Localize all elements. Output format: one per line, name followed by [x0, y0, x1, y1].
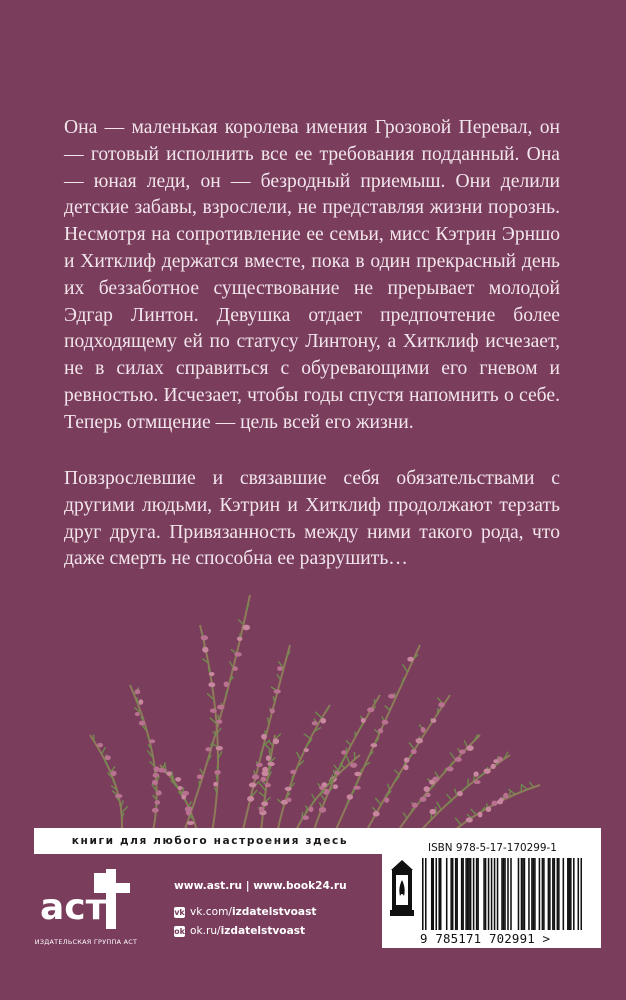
heather-leaf	[93, 734, 94, 741]
heather-flower	[312, 721, 318, 725]
heather-flower	[304, 748, 309, 752]
heather-flower	[321, 782, 327, 787]
heather-flower	[403, 765, 408, 771]
lantern-icon	[389, 858, 415, 918]
heather-flower	[499, 797, 504, 801]
heather-stem	[390, 735, 480, 843]
heather-flower	[202, 647, 208, 653]
heather-flower	[347, 794, 353, 800]
heather-flower	[156, 790, 162, 795]
heather-flower	[105, 755, 111, 760]
barcode-digits: 9 785171 702991 >	[420, 931, 551, 946]
heather-flower	[424, 786, 430, 792]
heather-leaf	[471, 809, 477, 815]
barcode-bar	[504, 858, 506, 930]
heather-flower	[197, 774, 203, 779]
heather-flower	[354, 772, 361, 777]
heather-leaf	[437, 708, 438, 714]
heather-flower	[237, 637, 243, 641]
heather-leaf	[403, 664, 408, 672]
heather-flower	[266, 755, 271, 761]
heather-leaf	[312, 794, 315, 800]
heather-leaf	[121, 806, 127, 812]
heather-flower	[432, 776, 439, 781]
blurb-paragraph-2: Повзрослевшие и связавшие себя обязательствами с другими людьми, Кэтрин и Хитклиф продолжают терзать друг друга. Привязанность между ними такого рода, что даже смерть не способна ее разрушить…	[64, 468, 560, 570]
heather-flower	[466, 745, 473, 751]
heather-flower	[290, 770, 296, 774]
heather-flower	[205, 747, 211, 751]
social-link-vk[interactable]	[174, 906, 316, 918]
heather-flower	[486, 806, 491, 812]
barcode-bar	[425, 858, 427, 930]
barcode-bar	[507, 858, 509, 930]
heather-flower	[404, 757, 410, 762]
barcode-bar	[488, 858, 490, 930]
barcode-bar	[528, 858, 530, 930]
heather-flower	[214, 770, 220, 775]
barcode-bar	[534, 858, 536, 930]
heather-leaf	[320, 794, 325, 801]
heather-flower	[416, 738, 423, 743]
heather-flower	[260, 777, 266, 782]
heather-flower	[459, 749, 466, 754]
heather-flower	[277, 666, 283, 671]
barcode-bar	[462, 858, 464, 930]
barcode-bar	[510, 858, 512, 930]
heather-flower	[373, 811, 380, 817]
barcode-bar	[522, 858, 524, 930]
heather-flower	[378, 728, 383, 733]
heather-flower	[216, 720, 222, 724]
barcode-bar	[570, 858, 572, 930]
heather-leaf	[375, 798, 381, 805]
barcode-bar	[543, 858, 545, 930]
barcode-bar	[552, 858, 554, 930]
heather-flower	[388, 694, 395, 699]
heather-flower	[139, 721, 146, 726]
barcode-bar	[446, 858, 448, 930]
heather-flower	[457, 791, 463, 796]
heather-flower	[201, 635, 208, 640]
heather-flower	[350, 762, 357, 767]
heather-flower	[115, 794, 122, 798]
ok-icon: ok	[174, 926, 185, 936]
heather-leaf	[230, 661, 234, 667]
heather-leaf	[304, 734, 311, 739]
heather-flower	[367, 707, 374, 712]
barcode-bar	[533, 858, 535, 930]
barcode-bar	[501, 858, 503, 930]
heather-flower	[252, 774, 259, 779]
heather-leaf	[347, 756, 350, 764]
heather-flower	[353, 786, 361, 790]
heather-flower	[261, 801, 268, 806]
heather-leaf	[200, 769, 204, 775]
heather-flower	[149, 739, 155, 743]
heather-flower	[166, 771, 172, 776]
heather-leaf	[265, 745, 271, 752]
heather-flower	[135, 689, 141, 694]
heather-flower	[407, 657, 414, 662]
barcode-bar	[554, 858, 556, 930]
heather-flower	[430, 809, 436, 815]
barcode-bar	[485, 858, 487, 930]
vk-icon: vk	[174, 907, 185, 917]
heather-leaf	[385, 706, 390, 710]
heather-flower	[341, 750, 347, 754]
heather-flower	[182, 791, 189, 796]
heather-leaf	[238, 620, 243, 625]
barcode-bar	[435, 858, 437, 930]
barcode-bar	[558, 858, 560, 930]
barcode-bar	[542, 858, 544, 930]
heather-flower	[213, 782, 218, 787]
heather-flower	[159, 768, 164, 773]
heather-flower	[187, 821, 194, 825]
heather-flower	[455, 757, 462, 762]
barcode-bar	[518, 858, 520, 930]
heather-leaf	[267, 717, 268, 724]
publisher-name: ИЗДАТЕЛЬСКАЯ ГРУППА АСТ	[34, 938, 138, 946]
heather-flower	[420, 797, 427, 802]
heather-leaf	[102, 747, 106, 754]
social-handle: izdatelstvoast	[231, 906, 317, 918]
heather-flower	[261, 734, 267, 740]
heather-flower	[152, 808, 159, 813]
heather-flower	[152, 780, 158, 785]
heather-flower	[217, 705, 225, 710]
barcode-bar	[563, 858, 565, 930]
barcode-bar	[557, 858, 559, 930]
barcode-bar	[440, 858, 442, 930]
heather-leaf	[297, 752, 301, 760]
heather-flower	[111, 771, 117, 776]
heather-flower	[474, 780, 481, 784]
ast-logo-text: аст	[40, 887, 107, 928]
heather-leaf	[388, 784, 390, 790]
heather-leaf	[277, 674, 281, 680]
barcode-bar	[578, 858, 580, 930]
barcode-bar	[483, 858, 485, 930]
social-prefix: vk.com/	[190, 906, 232, 918]
barcode-bar	[432, 858, 434, 930]
heather-leaf	[347, 799, 349, 806]
heather-flower	[265, 783, 271, 787]
heather-flower	[209, 672, 215, 676]
social-link-ok[interactable]	[174, 925, 305, 937]
heather-flower	[175, 777, 181, 782]
heather-flower	[384, 797, 389, 803]
social-handle: izdatelstvoast	[220, 925, 306, 937]
heather-flower	[421, 727, 426, 733]
barcode-bar	[468, 858, 470, 930]
barcode-bar	[524, 858, 526, 930]
heather-flower	[412, 803, 418, 808]
barcode-bar	[422, 858, 424, 930]
barcode-bar	[450, 858, 452, 930]
heather-leaf	[302, 812, 303, 820]
heather-leaf	[259, 792, 265, 796]
heather-flower	[216, 746, 223, 750]
heather-leaf	[394, 770, 399, 775]
heather-flower	[233, 666, 238, 670]
barcode-bar	[431, 858, 433, 930]
heather-leaf	[315, 712, 322, 718]
barcode-icon	[422, 858, 582, 930]
heather-flower	[438, 702, 445, 707]
heather-leaf	[226, 690, 227, 695]
barcode-bar	[494, 858, 496, 930]
barcode-bar	[473, 858, 475, 930]
heather-leaf	[273, 696, 274, 702]
heather-flower	[259, 806, 264, 812]
barcode-bar	[549, 858, 551, 930]
heather-flower	[320, 718, 326, 724]
heather-flower	[153, 773, 160, 778]
heather-leaf	[455, 789, 457, 796]
barcode-bar	[521, 858, 523, 930]
heather-flower	[135, 712, 140, 716]
heather-flower	[249, 782, 257, 787]
heather-flower	[361, 718, 366, 723]
heather-flower	[210, 709, 217, 713]
heather-flower	[97, 743, 103, 748]
barcode-bar	[452, 858, 454, 930]
heather-leaf	[217, 766, 218, 770]
heather-flower	[302, 815, 309, 820]
heather-flower	[333, 784, 338, 789]
heather-flower	[498, 757, 503, 762]
heather-leaf	[455, 818, 461, 825]
barcode-bar	[455, 858, 457, 930]
barcode-bar	[491, 858, 493, 930]
heather-flower	[285, 787, 292, 791]
heather-leaf	[104, 759, 107, 766]
heather-stem	[275, 705, 330, 843]
barcode-bar	[539, 858, 541, 930]
tagline: книги для любого настроения здесь	[71, 835, 349, 847]
heather-leaf	[403, 813, 407, 818]
publisher-websites[interactable]: www.ast.ru | www.book24.ru	[174, 880, 347, 892]
heather-flower	[335, 771, 340, 775]
barcode-bar	[477, 858, 479, 930]
isbn-text: ISBN 978-5-17-170299-1	[428, 842, 557, 854]
heather-leaf	[346, 741, 351, 746]
heather-flower	[256, 763, 263, 767]
blurb-paragraph-1: Она — маленькая королева имения Грозовой Перевал, он — готовый исполнить все ее требования подданный. Она — юная леди, он — безродный приемыш. Они делили детские забавы, взрослели, не представляя жизни порознь. Несмотря на сопротивление ее семьи, мисс Кэтрин Эрншо и Хитклиф держатся вместе, пока в один прекрасный день их беззаботное существование не прерывает молодой Эдгар Линтон. Девушка отдает предпочтение более подходящему ей по статусу Линтону, а Хитклиф исчезает, не в силах справиться с обуревающими его гневом и ревностью. Исчезает, чтобы годы спустя напомнить о себе. Теперь отмщение — цель всей его жизни.	[64, 117, 560, 433]
heather-flower	[270, 708, 275, 713]
heather-leaf	[437, 802, 441, 810]
heather-flower	[224, 681, 229, 687]
heather-flower	[185, 806, 192, 811]
heather-leaf	[529, 782, 533, 787]
barcode-bar	[548, 858, 550, 930]
heather-flower	[492, 800, 498, 806]
heather-flower	[247, 796, 254, 802]
heather-flower	[309, 806, 314, 812]
heather-flower	[234, 652, 241, 657]
barcode-bar	[567, 858, 569, 930]
barcode-bar	[503, 858, 505, 930]
heather-illustration	[60, 585, 566, 843]
heather-flower	[431, 718, 437, 723]
tagline-band	[34, 828, 386, 854]
heather-flower	[155, 800, 161, 805]
heather-flower	[425, 793, 431, 797]
heather-leaf	[409, 742, 415, 749]
heather-flower	[243, 625, 250, 631]
heather-leaf	[468, 779, 469, 786]
heather-flower	[478, 812, 483, 818]
heather-flower	[273, 738, 279, 744]
heather-flower	[178, 786, 183, 790]
heather-flower	[503, 793, 508, 799]
barcode-bar	[467, 858, 469, 930]
heather-leaf	[188, 801, 191, 806]
heather-flower	[473, 771, 478, 777]
barcode-bar	[470, 858, 472, 930]
barcode-bar	[461, 858, 463, 930]
heather-flower	[319, 807, 327, 813]
barcode-bar	[531, 858, 533, 930]
heather-flower	[138, 699, 143, 705]
heather-leaf	[522, 785, 527, 790]
barcode-bar	[438, 858, 440, 930]
barcode-bar	[465, 858, 467, 930]
heather-flower	[484, 768, 491, 773]
heather-flower	[446, 767, 453, 772]
barcode-bar	[569, 858, 571, 930]
heather-flower	[371, 743, 378, 747]
ast-logo	[34, 867, 132, 931]
heather-flower	[491, 764, 496, 769]
barcode-bar	[456, 858, 458, 930]
barcode-bar	[573, 858, 575, 930]
heather-flower	[267, 762, 274, 766]
heather-stem	[90, 735, 122, 843]
heather-flower	[262, 767, 268, 773]
barcode-bar	[476, 858, 478, 930]
barcode-bar	[497, 858, 499, 930]
heather-leaf	[137, 697, 138, 704]
heather-leaf	[447, 794, 452, 800]
heather-flower	[466, 817, 473, 822]
barcode-bar	[581, 858, 583, 930]
heather-flower	[411, 749, 417, 754]
heather-flower	[381, 720, 388, 725]
heather-flower	[208, 682, 215, 687]
barcode-box	[382, 828, 601, 948]
social-prefix: ok.ru/	[190, 925, 221, 937]
heather-flower	[286, 798, 291, 803]
heather-flower	[274, 689, 281, 693]
